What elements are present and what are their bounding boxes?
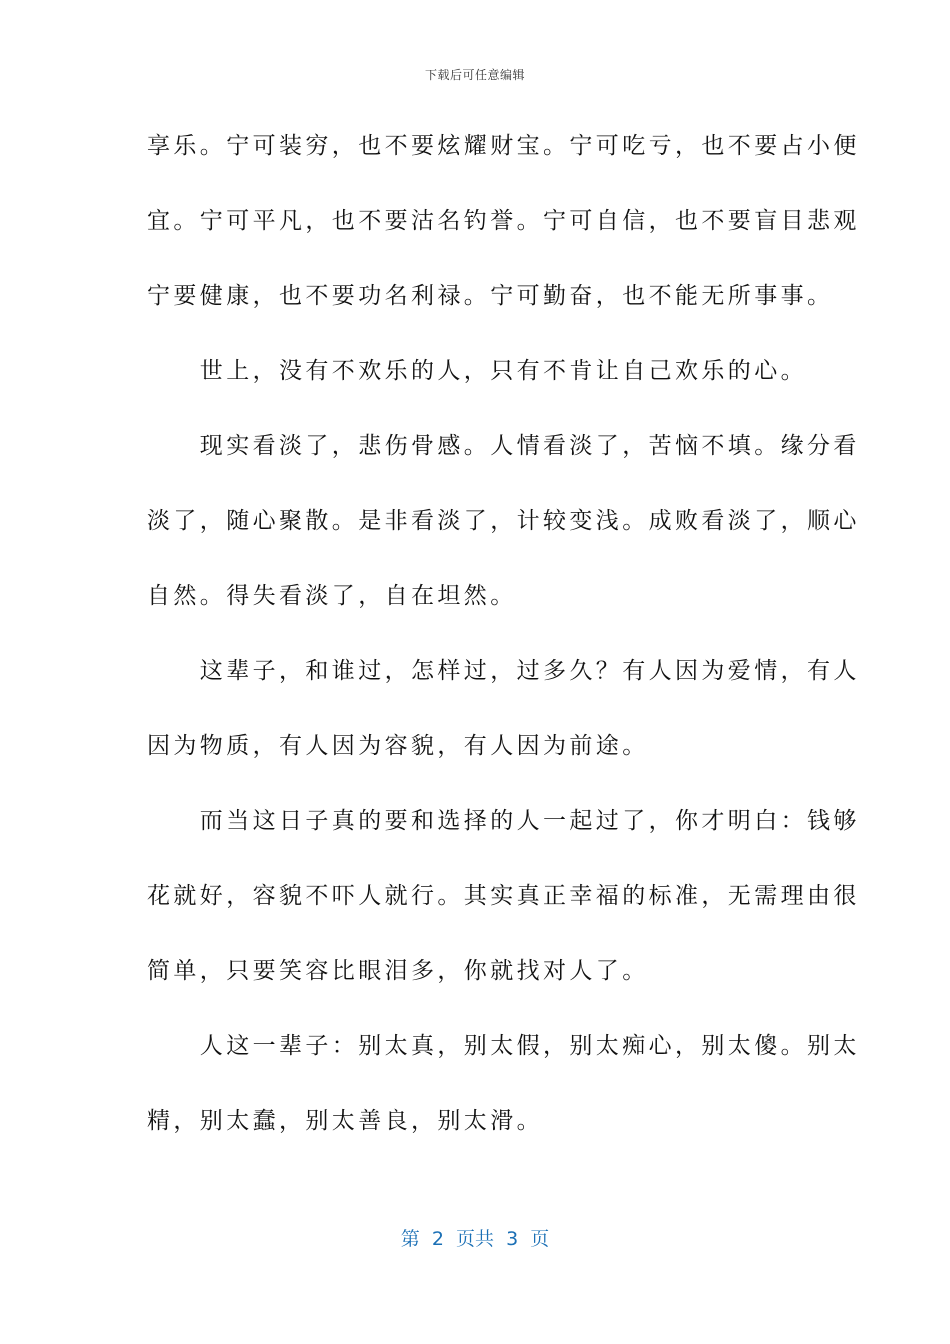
text-line: 宁要健康，也不要功名利禄。宁可勤奋，也不能无所事事。 <box>147 283 834 309</box>
page-number-footer: 第 2 页共 3 页 <box>400 1228 550 1250</box>
text-line: 现实看淡了，悲伤骨感。人情看淡了，苦恼不填。缘分看 <box>147 433 860 459</box>
page-header-note: 下载后可任意编辑 <box>424 68 525 82</box>
text-line: 简单，只要笑容比眼泪多，你就找对人了。 <box>147 958 649 984</box>
text-line: 享乐。宁可装穷，也不要炫耀财宝。宁可吃亏，也不要占小便 <box>147 133 860 159</box>
text-line: 而当这日子真的要和选择的人一起过了，你才明白：钱够 <box>147 808 860 834</box>
text-line: 因为物质，有人因为容貌，有人因为前途。 <box>147 733 649 759</box>
text-line: 人这一辈子：别太真，别太假，别太痴心，别太傻。别太 <box>147 1033 860 1059</box>
text-line: 自然。得失看淡了，自在坦然。 <box>147 583 517 609</box>
text-line: 精，别太蠢，别太善良，别太滑。 <box>147 1108 543 1134</box>
text-line: 这辈子，和谁过，怎样过，过多久？有人因为爱情，有人 <box>147 658 860 684</box>
document-body <box>147 118 860 1168</box>
text-line: 世上，没有不欢乐的人，只有不肯让自己欢乐的心。 <box>147 358 807 384</box>
text-line: 淡了，随心聚散。是非看淡了，计较变浅。成败看淡了，顺心 <box>147 508 860 534</box>
text-line: 花就好，容貌不吓人就行。其实真正幸福的标准，无需理由很 <box>147 883 860 909</box>
text-line: 宜。宁可平凡，也不要沽名钓誉。宁可自信，也不要盲目悲观 <box>147 208 860 234</box>
